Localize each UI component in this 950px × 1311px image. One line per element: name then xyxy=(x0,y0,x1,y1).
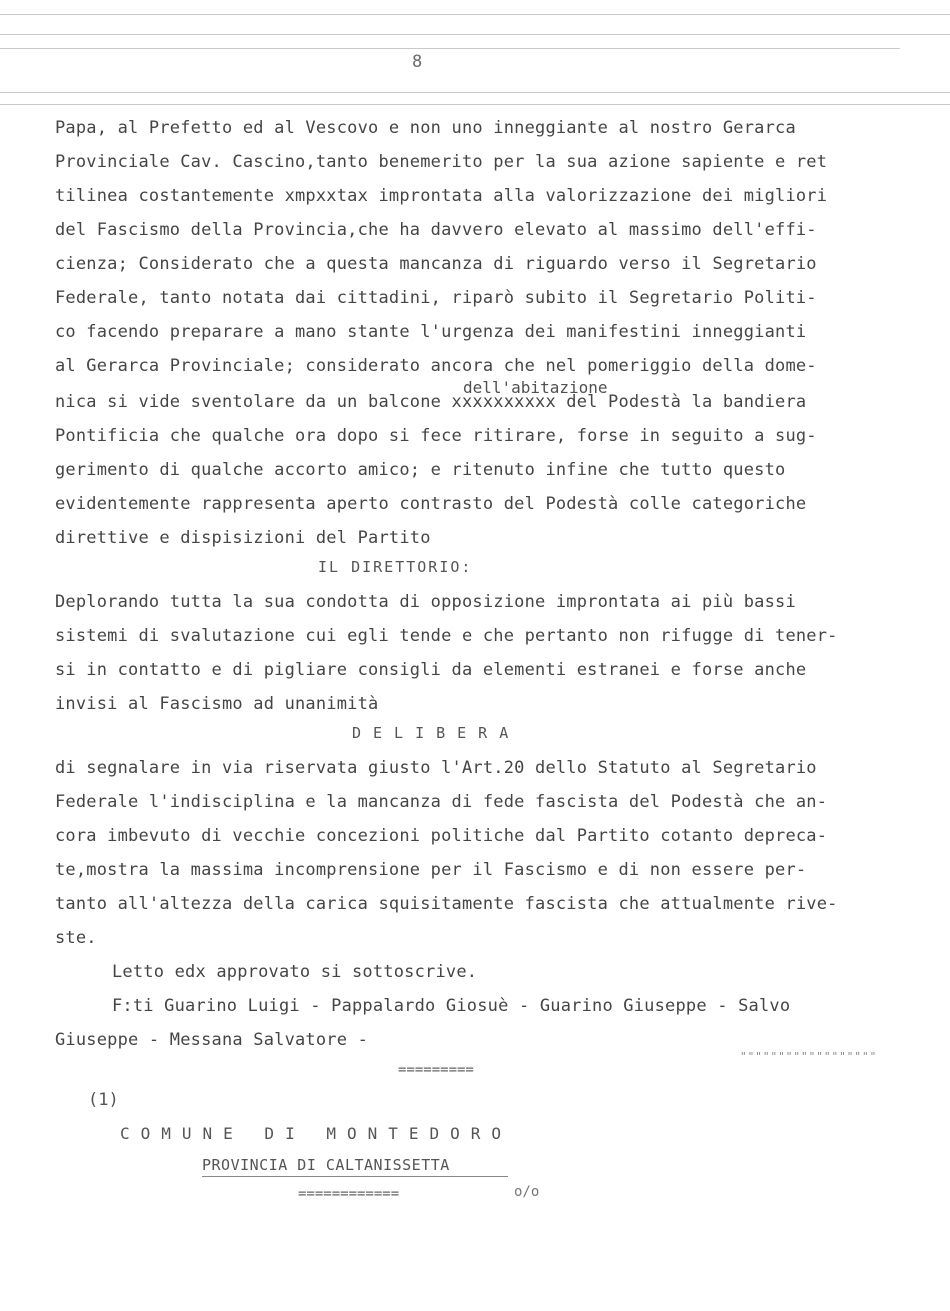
heading-direttorio: IL DIRETTORIO: xyxy=(318,558,473,576)
body-line: co facendo preparare a mano stante l'urgenza dei manifestini inneggianti xyxy=(55,322,807,342)
top-rule-5 xyxy=(0,104,950,105)
body-line: gerimento di qualche accorto amico; e ritenuto infine che tutto questo xyxy=(55,460,786,480)
body-line: di segnalare in via riservata giusto l'Art.20 dello Statuto al Segretario xyxy=(55,758,817,778)
body-line: invisi al Fascismo ad unanimità xyxy=(55,694,379,714)
provincia-underline xyxy=(202,1176,508,1177)
body-line: Papa, al Prefetto ed al Vescovo e non uno inneggiante al nostro Gerarca xyxy=(55,118,796,138)
body-line: te,mostra la massima incomprensione per il Fascismo e di non essere per- xyxy=(55,860,807,880)
top-rule-1 xyxy=(0,14,950,15)
body-line: tilinea costantemente xmpxxtax improntata alla valorizzazione dei migliori xyxy=(55,186,828,206)
body-line: del Fascismo della Provincia,che ha davvero elevato al massimo dell'effi- xyxy=(55,220,817,240)
body-line: al Gerarca Provinciale; considerato ancora che nel pomeriggio della dome- xyxy=(55,356,817,376)
body-line: nica si vide sventolare da un balcone xxxxxxxxxx del Podestà la bandiera xyxy=(55,392,807,412)
body-line: Federale l'indisciplina e la mancanza di fede fascista del Podestà che an- xyxy=(55,792,828,812)
provincia-heading: PROVINCIA DI CALTANISSETTA xyxy=(202,1156,450,1174)
reference-mark: o/o xyxy=(514,1184,540,1200)
heading-delibera: DELIBERA xyxy=(352,724,521,742)
top-rule-4 xyxy=(0,92,950,93)
top-rule-2 xyxy=(0,34,950,35)
closing-line: Letto edx approvato si sottoscrive. xyxy=(112,962,478,982)
body-line: evidentemente rappresenta aperto contrasto del Podestà colle categoriche xyxy=(55,494,807,514)
signatories-line: F:ti Guarino Luigi - Pappalardo Giosuè - Guarino Giuseppe - Salvo xyxy=(112,996,791,1016)
comune-heading: COMUNE DI MONTEDORO xyxy=(120,1124,513,1143)
body-line: sistemi di svalutazione cui egli tende e che pertanto non rifugge di tener- xyxy=(55,626,838,646)
body-line: cora imbevuto di vecchie concezioni politiche dal Partito cotanto depreca- xyxy=(55,826,828,846)
body-line: Provinciale Cav. Cascino,tanto benemerito per la sua azione sapiente e ret xyxy=(55,152,828,172)
body-line: ste. xyxy=(55,928,97,948)
body-line: Deplorando tutta la sua condotta di opposizione improntata ai più bassi xyxy=(55,592,796,612)
dotted-line: """""""""""""""""" xyxy=(740,1050,878,1063)
body-line: cienza; Considerato che a questa mancanza di riguardo verso il Segretario xyxy=(55,254,817,274)
separator-line: ============ xyxy=(298,1186,400,1202)
footnote-marker: (1) xyxy=(88,1090,119,1110)
body-line: si in contatto e di pigliare consigli da elementi estranei e forse anche xyxy=(55,660,807,680)
signatories-line: Giuseppe - Messana Salvatore - xyxy=(55,1030,369,1050)
body-line: Pontificia che qualche ora dopo si fece ritirare, forse in seguito a sug- xyxy=(55,426,817,446)
top-rule-3 xyxy=(0,48,900,49)
separator-line: ========= xyxy=(398,1062,474,1078)
interlinear-insert: dell'abitazione xyxy=(463,378,608,397)
body-line: direttive e dispisizioni del Partito xyxy=(55,528,431,548)
body-line: Federale, tanto notata dai cittadini, riparò subito il Segretario Politi- xyxy=(55,288,817,308)
page-number: 8 xyxy=(412,52,423,72)
body-line: tanto all'altezza della carica squisitamente fascista che attualmente rive- xyxy=(55,894,838,914)
